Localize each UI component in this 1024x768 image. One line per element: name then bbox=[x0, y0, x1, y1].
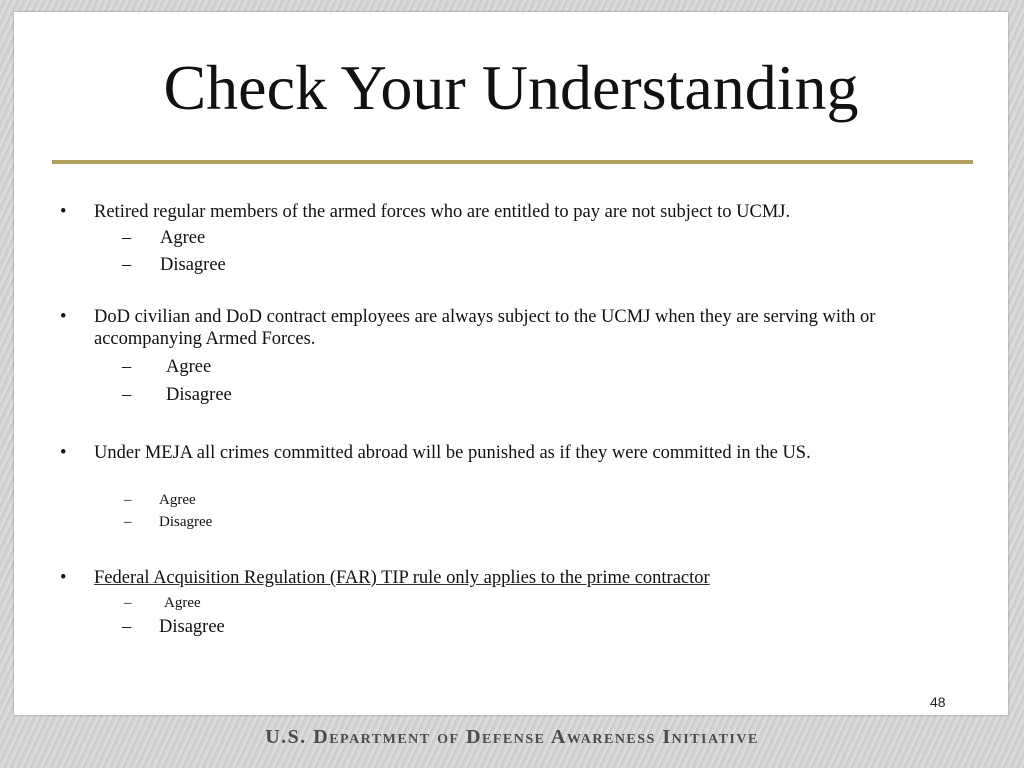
question-3-text: Under MEJA all crimes committed abroad will be punished as if they were committed in the US. bbox=[94, 443, 811, 463]
question-4-text[interactable]: Federal Acquisition Regulation (FAR) TIP rule only applies to the prime contractor bbox=[94, 568, 710, 588]
question-3 bbox=[60, 442, 930, 486]
question-2-text: DoD civilian and DoD contract employees are always subject to the UCMJ when they are serving with or accompanying Armed Forces. bbox=[94, 307, 876, 349]
title-divider bbox=[52, 160, 973, 164]
slide-title: Check Your Understanding bbox=[163, 52, 859, 123]
dash-icon: – bbox=[122, 255, 132, 275]
dash-icon: – bbox=[122, 228, 132, 248]
question-1-text: Retired regular members of the armed forces who are entitled to pay are not subject to UCMJ. bbox=[94, 202, 791, 222]
dash-icon: – bbox=[122, 385, 132, 405]
question-2 bbox=[60, 306, 930, 350]
option-label: Disagree bbox=[159, 514, 213, 530]
option-label: Disagree bbox=[166, 385, 232, 405]
dash-icon: – bbox=[122, 617, 132, 637]
bullet-icon: • bbox=[60, 443, 67, 463]
option-label: Disagree bbox=[160, 255, 226, 275]
bullet-icon: • bbox=[60, 568, 67, 588]
option-label: Agree bbox=[159, 492, 196, 508]
question-1 bbox=[60, 201, 930, 223]
option-label: Agree bbox=[160, 228, 206, 248]
page-number: 48 bbox=[930, 694, 946, 710]
bullet-icon: • bbox=[60, 307, 67, 327]
bullet-icon: • bbox=[60, 202, 67, 222]
dash-icon: – bbox=[124, 514, 132, 530]
option-label: Agree bbox=[166, 357, 212, 377]
footer-banner: U.S. Department of Defense Awareness Initiative bbox=[265, 726, 759, 748]
dash-icon: – bbox=[124, 595, 132, 611]
dash-icon: – bbox=[122, 357, 132, 377]
option-label: Disagree bbox=[159, 617, 225, 637]
question-4 bbox=[60, 567, 930, 589]
dash-icon: – bbox=[124, 492, 132, 508]
option-label: Agree bbox=[164, 595, 201, 611]
